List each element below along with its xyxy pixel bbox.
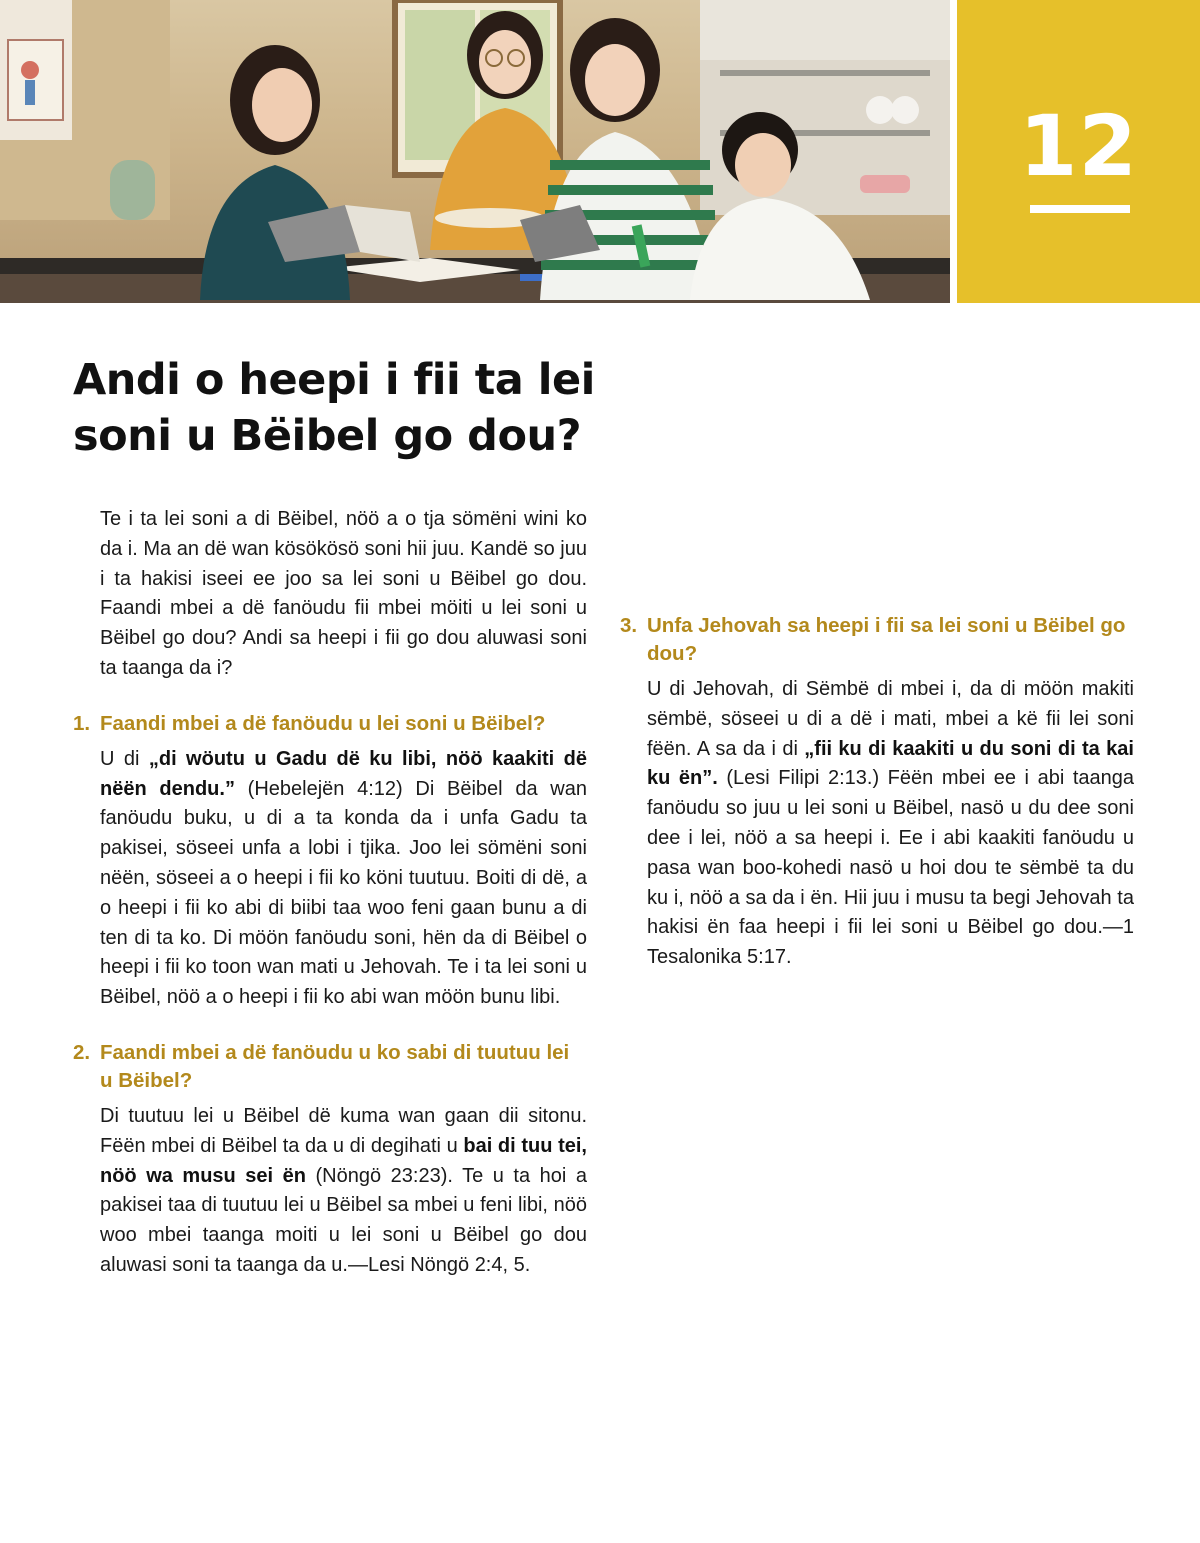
answer-2-part-a: Di tuutuu lei u Bëibel dë kuma wan gaan dii sitonu. Fëën mbei di Bëibel ta da u di degihati u	[100, 1104, 587, 1157]
question-3-text: Unfa Jehovah sa heepi i fii sa lei soni u Bëibel go dou?	[647, 614, 1126, 665]
right-column	[620, 612, 1134, 973]
answer-3-quote: „fii ku di kaakiti u du soni di ta kai ku ën”.	[647, 737, 1134, 790]
question-1-number: 1.	[73, 711, 91, 735]
answer-3-part-a: U di Jehovah, di Sëmbë di mbei i, da di möön makiti sëmbë, söseei u di a dë i mati, mbei a kë fii lei soni fëën. A sa da i di	[647, 678, 1134, 760]
question-3	[620, 612, 1134, 668]
question-2-number: 2.	[73, 1040, 91, 1064]
answer-3-part-b: (Lesi Filipi 2:13.) Fëën mbei ee i abi taanga fanöudu so juu u lei soni u Bëibel, nasö u du dee soni dee i lei, nöö a sa heepi i. Ee i abi kaakiti fanöudu u pasa wan boo-kohedi nasö u hoi dou te sëmbë ta du ku i, nöö a sa da i ën. Hii juu i musu ta begi Jehovah ta hakisi ën faa heepi i fii lei soni u Bëibel go dou.—1 Tesalonika 5:17.	[647, 767, 1134, 969]
answer-2-quote: bai di tuu tei, nöö wa musu sei ën	[100, 1134, 587, 1187]
answer-1-quote: „di wöutu u Gadu dë ku libi, nöö kaakiti dë nëën dendu.”	[100, 747, 588, 800]
answer-1	[73, 745, 587, 1013]
intro-paragraph: Te i ta lei soni a di Bëibel, nöö a o tja sömëni wini ko da i. Ma an dë wan kösökösö soni hii juu. Kandë so juu i ta hakisi iseei ee joo sa lei soni u Bëibel go dou. Faandi mbei a dë fanöudu fii mbei möiti u lei soni u Bëibel go dou? Andi sa heepi i fii go dou aluwasi soni ta taanga da i?	[100, 508, 587, 679]
lesson-number-underline	[1030, 205, 1130, 213]
answer-1-part-b: (Hebelejën 4:12) Di Bëibel da wan fanöudu buku, u di a ta konda da i unfa Gadu ta pakisei, söseei unfa a lobi i tjika. Joo lei sömëni soni nëën, söseei a o heepi i fii ko köni tuutuu. Boiti di dë, a o heepi i fii ko abi di biibi taa woo feni gaan bunu a di ten di ta ko. Di möön fanöudu soni, hën da di Bëibel o heepi i fii ko toon wan mati u Jehovah. Te i ta lei soni u Bëibel, nöö a o heepi i fii ko abi wan möön bunu libi.	[100, 777, 587, 1009]
header-photo	[0, 0, 950, 303]
question-1	[73, 710, 587, 738]
answer-2-part-b: (Nöngö 23:23). Te u ta hoi a pakisei taa di tuutuu lei u Bëibel sa mbei u feni libi, nöö woo mbei taanga moiti u lei soni u Bëibel go dou aluwasi soni ta taanga da u.—Lesi Nöngö 2:4, 5.	[100, 1164, 587, 1276]
lesson-number: 12	[1019, 97, 1138, 195]
lesson-number-badge	[957, 0, 1200, 303]
answer-3	[620, 675, 1134, 973]
answer-2	[73, 1102, 587, 1281]
left-column	[73, 505, 587, 1281]
family-bible-study-illustration	[0, 0, 950, 303]
question-2	[73, 1039, 587, 1095]
page-title: Andi o heepi i fii ta lei soni u Bëibel go dou?	[73, 355, 595, 461]
question-1-text: Faandi mbei a dë fanöudu u lei soni u Bëibel?	[100, 711, 546, 735]
question-3-number: 3.	[620, 614, 638, 637]
question-2-text: Faandi mbei a dë fanöudu u ko sabi di tuutuu lei u Bëibel?	[100, 1040, 570, 1092]
answer-1-part-a: U di	[100, 747, 149, 770]
